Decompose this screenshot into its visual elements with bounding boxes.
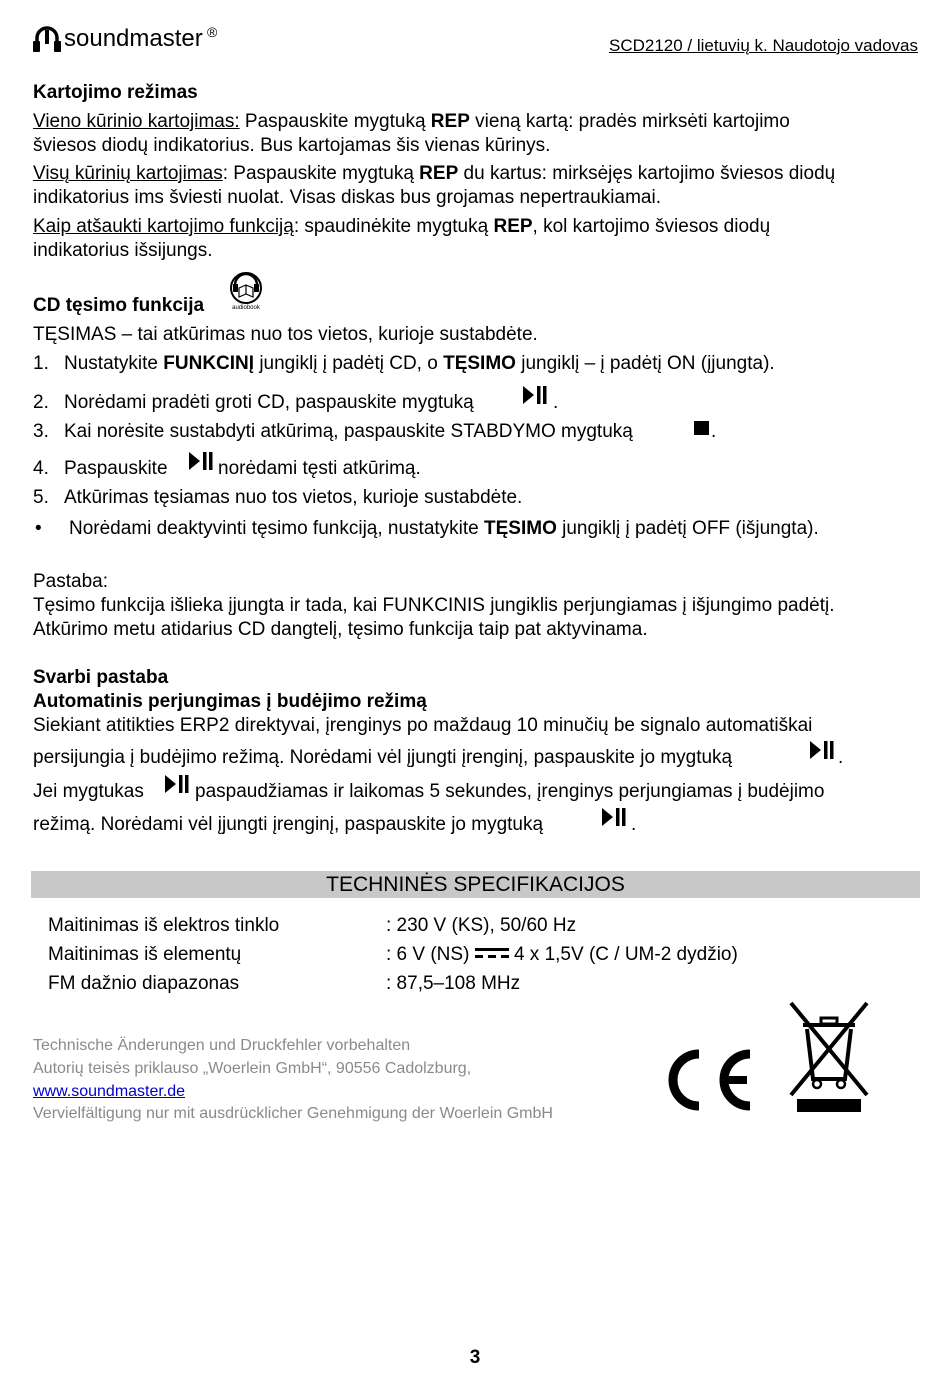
important-line-4-period: . bbox=[631, 814, 637, 835]
specs-heading: TECHNINĖS SPECIFIKACIJOS bbox=[326, 873, 625, 896]
text: , kol kartojimo šviesos diodų bbox=[532, 216, 771, 237]
soundmaster-logo-icon bbox=[33, 24, 61, 54]
doc-title bbox=[609, 36, 918, 56]
rep-key: REP bbox=[430, 111, 470, 132]
repeat-all-label: Visų kūrinių kartojimas bbox=[33, 163, 223, 184]
dc-symbol-icon bbox=[475, 946, 509, 960]
step-3-period: . bbox=[711, 421, 717, 442]
doc-title-text: SCD2120 / lietuvių k. Naudotojo vadovas bbox=[608, 36, 918, 55]
website-link[interactable]: www.soundmaster.de bbox=[33, 1083, 186, 1100]
repeat-all-line1 bbox=[33, 162, 835, 186]
footer-line-4: Vervielfältigung nur mit ausdrücklicher Genehmigung der Woerlein GmbH bbox=[33, 1105, 553, 1122]
text: 4 x 1,5V (C / UM-2 dydžio) bbox=[508, 944, 738, 965]
ce-mark-icon bbox=[655, 1047, 755, 1113]
repeat-single-line1 bbox=[33, 110, 790, 134]
text: : spaudinėkite mygtuką bbox=[293, 216, 494, 237]
play-pause-icon bbox=[523, 386, 547, 404]
resume-step-1 bbox=[33, 352, 49, 376]
important-line-3-b: paspaudžiamas ir laikomas 5 sekundes, įrenginys perjungiamas į budėjimo bbox=[195, 781, 825, 802]
repeat-title: Kartojimo režimas bbox=[33, 82, 198, 103]
repeat-cancel-line2: indikatorius išsijungs. bbox=[33, 240, 213, 261]
resume-step-5 bbox=[33, 486, 49, 510]
spec-label-battery: Maitinimas iš elementų bbox=[48, 944, 242, 965]
play-pause-icon bbox=[602, 808, 626, 826]
step-2-period: . bbox=[553, 392, 559, 413]
spec-label-fm: FM dažnio diapazonas bbox=[48, 973, 240, 994]
rep-key: REP bbox=[493, 216, 533, 237]
text: : Paspauskite mygtuką bbox=[222, 163, 420, 184]
note-title: Pastaba: bbox=[33, 571, 108, 592]
resume-step-4-text-a: Paspauskite bbox=[64, 458, 168, 479]
note-line-2: Atkūrimo metu atidarius CD dangtelį, tęsimo funkcija taip pat aktyvinama. bbox=[33, 619, 648, 640]
resume-bullet-text bbox=[69, 517, 819, 541]
resume-step-1-text bbox=[64, 352, 775, 376]
resume-title: CD tęsimo funkcija bbox=[33, 295, 205, 316]
stop-icon bbox=[694, 421, 709, 435]
resume-switch: TĘSIMO bbox=[443, 353, 516, 374]
note-line-1: Tęsimo funkcija išlieka įjungta ir tada, kai FUNKCINIS jungiklis perjungiamas į išjungimo padėtį. bbox=[33, 595, 835, 616]
repeat-single-line2: šviesos diodų indikatorius. Bus kartojamas šis vienas kūrinys. bbox=[33, 135, 551, 156]
resume-step-4 bbox=[33, 457, 49, 481]
text: jungiklį – į padėtį ON (įjungta). bbox=[515, 353, 775, 374]
footer-line-1: Technische Änderungen und Druckfehler vorbehalten bbox=[33, 1037, 411, 1054]
weee-bin-icon bbox=[789, 1001, 869, 1113]
audiobook-icon bbox=[229, 270, 263, 314]
text: du kartus: mirksėjęs kartojimo šviesos diodų bbox=[458, 163, 836, 184]
text: jungiklį į padėtį OFF (išjungta). bbox=[556, 518, 819, 539]
resume-step-3-text bbox=[64, 420, 633, 444]
step-number: 3. bbox=[33, 421, 49, 442]
repeat-cancel-label: Kaip atšaukti kartojimo funkciją bbox=[33, 216, 294, 237]
resume-intro: TĘSIMAS – tai atkūrimas nuo tos vietos, kurioje sustabdėte. bbox=[33, 324, 538, 345]
bullet-marker: • bbox=[35, 518, 42, 539]
resume-switch: TĘSIMO bbox=[484, 518, 557, 539]
step-number: 5. bbox=[33, 487, 49, 508]
resume-step-5-text: Atkūrimas tęsiamas nuo tos vietos, kurioje sustabdėte. bbox=[64, 487, 523, 508]
repeat-all-line2: indikatorius ims šviesti nuolat. Visas diskas bus grojamas nepertraukiamai. bbox=[33, 187, 661, 208]
step-number: 4. bbox=[33, 458, 49, 479]
rep-key: REP bbox=[419, 163, 459, 184]
text: jungiklį į padėtį CD, o bbox=[254, 353, 444, 374]
important-line-1: Siekiant atitikties ERP2 direktyvai, įrenginys po maždaug 10 minučių be signalo automatiškai bbox=[33, 715, 813, 736]
repeat-single-label: Vieno kūrinio kartojimas: bbox=[33, 111, 240, 132]
text: Norėdami pradėti groti CD, paspauskite mygtuką bbox=[64, 392, 474, 413]
text: Paspauskite mygtuką bbox=[239, 111, 431, 132]
brand-name: soundmaster bbox=[64, 25, 203, 52]
text: Kai norėsite sustabdyti atkūrimą, paspauskite STABDYMO mygtuką bbox=[64, 421, 633, 442]
resume-step-2 bbox=[33, 391, 49, 415]
page-number: 3 bbox=[469, 1347, 481, 1368]
resume-step-2-text bbox=[64, 391, 474, 415]
step-number: 1. bbox=[33, 353, 49, 374]
text: vieną kartą: pradės mirksėti kartojimo bbox=[469, 111, 790, 132]
spec-value-battery bbox=[386, 943, 738, 967]
registered-mark: ® bbox=[207, 24, 218, 40]
play-pause-icon bbox=[165, 775, 189, 793]
repeat-cancel-line1 bbox=[33, 215, 770, 239]
specs-heading-bar bbox=[31, 871, 920, 898]
important-line-2-period: . bbox=[838, 747, 844, 768]
text: Nustatykite bbox=[64, 353, 164, 374]
spec-value-mains: : 230 V (KS), 50/60 Hz bbox=[386, 915, 577, 936]
play-pause-icon bbox=[189, 452, 213, 470]
spec-label-mains: Maitinimas iš elektros tinklo bbox=[48, 915, 280, 936]
resume-step-4-text-b: norėdami tęsti atkūrimą. bbox=[218, 458, 421, 479]
important-line-3-a: Jei mygtukas bbox=[33, 781, 144, 802]
important-line-2: persijungia į budėjimo režimą. Norėdami vėl įjungti įrenginį, paspauskite jo mygtuką bbox=[33, 747, 733, 768]
important-title: Svarbi pastaba bbox=[33, 667, 169, 688]
important-subtitle: Automatinis perjungimas į budėjimo režimą bbox=[33, 691, 427, 712]
play-pause-icon bbox=[810, 741, 834, 759]
function-switch: FUNKCINĮ bbox=[163, 353, 255, 374]
text: : 6 V (NS) bbox=[386, 944, 475, 965]
audiobook-icon-label: audiobook bbox=[232, 305, 260, 311]
resume-step-3 bbox=[33, 420, 49, 444]
footer-line-2: Autorių teisės priklauso „Woerlein GmbH“, 90556 Cadolzburg, bbox=[33, 1060, 472, 1077]
text: Norėdami deaktyvinti tęsimo funkciją, nustatykite bbox=[69, 518, 485, 539]
important-line-4: režimą. Norėdami vėl įjungti įrenginį, paspauskite jo mygtuką bbox=[33, 814, 544, 835]
step-number: 2. bbox=[33, 392, 49, 413]
spec-value-fm: : 87,5–108 MHz bbox=[386, 973, 521, 994]
